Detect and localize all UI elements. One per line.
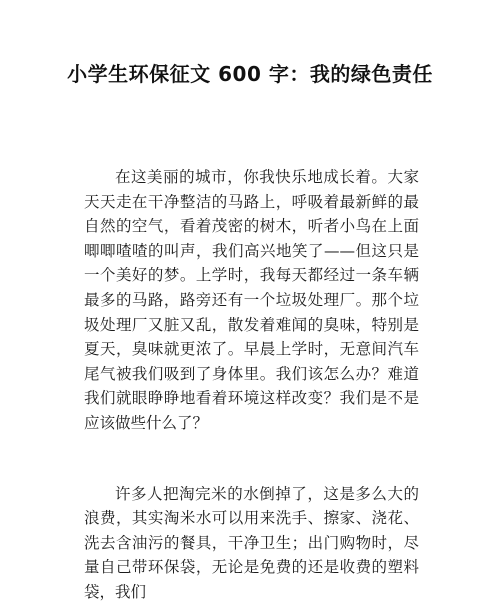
document-body bbox=[84, 165, 419, 605]
document-title: 小学生环保征文 600 字：我的绿色责任 bbox=[67, 62, 433, 86]
paragraph: 在这美丽的城市，你我快乐地成长着。大家天天走在干净整洁的马路上，呼吸着最新鲜的最自然的空气，看着茂密的树木，听者小鸟在上面唧唧喳喳的叫声，我们高兴地笑了——但这只是一个美好的梦。上学时，我每天都经过一条车辆最多的马路，路旁还有一个垃圾处理厂。那个垃圾处理厂又脏又乱，散发着难闻的臭味，特别是夏天，臭味就更浓了。早晨上学时，无意间汽车尾气被我们吸到了身体里。我们该怎么办？难道我们就眼睁睁地看着环境这样改变？我们是不是应该做些什么了？ bbox=[84, 168, 419, 432]
paragraph: 许多人把淘完米的水倒掉了，这是多么大的浪费，其实淘米水可以用来洗手、擦家、浇花、洗去含油污的餐具，干净卫生；出门购物时，尽量自己带环保袋，无论是免费的还是收费的塑料袋，我们 bbox=[84, 484, 419, 601]
